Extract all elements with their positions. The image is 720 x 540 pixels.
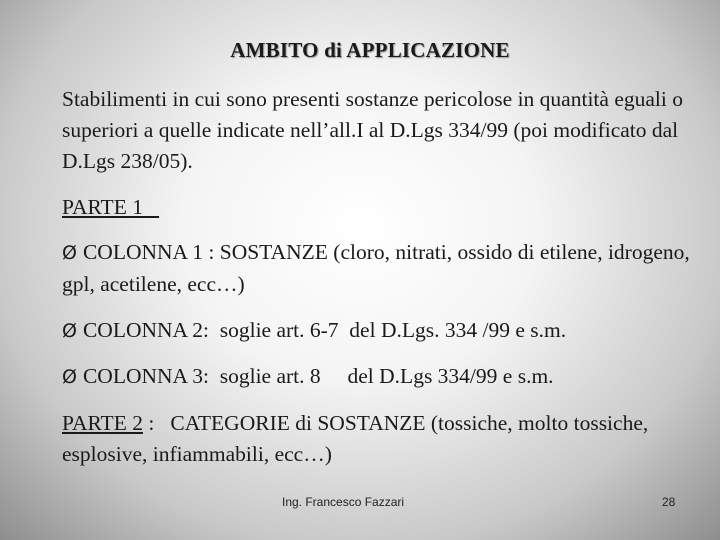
bullet-colonna-3 [62,361,702,393]
intro-paragraph: Stabilimenti in cui sono presenti sostanze pericolose in quantità eguali o superiori a quelle indicate nell’all.I al D.Lgs 334/99 (poi modificato dal D.Lgs 238/05). [62,87,683,173]
arrow-bullet-icon: Ø [62,242,77,264]
bullet-text: COLONNA 1 : SOSTANZE (cloro, nitrati, ossido di etilene, idrogeno, gpl, acetilene, ecc…) [62,240,690,296]
page-number: 28 [662,495,676,509]
part2-text: : CATEGORIE di SOSTANZE (tossiche, molto tossiche, esplosive, infiammabili, ecc…) [62,411,654,466]
bullet-text: COLONNA 2: soglie art. 6-7 del D.Lgs. 334 /99 e s.m. [82,318,567,342]
arrow-bullet-icon: Ø [62,320,77,342]
bullet-colonna-1 [62,237,702,300]
part1-heading [62,192,702,223]
bullet-colonna-2 [62,315,702,347]
slide-title: AMBITO di APPLICAZIONE [230,38,510,62]
part2-paragraph [62,408,702,470]
arrow-bullet-icon: Ø [62,366,77,388]
part1-heading-text: PARTE 1 [62,195,160,219]
footer-author: Ing. Francesco Fazzari [282,495,405,509]
bullet-text: COLONNA 3: soglie art. 8 del D.Lgs 334/99 e s.m. [82,364,554,388]
part2-heading: PARTE 2 [62,411,143,435]
